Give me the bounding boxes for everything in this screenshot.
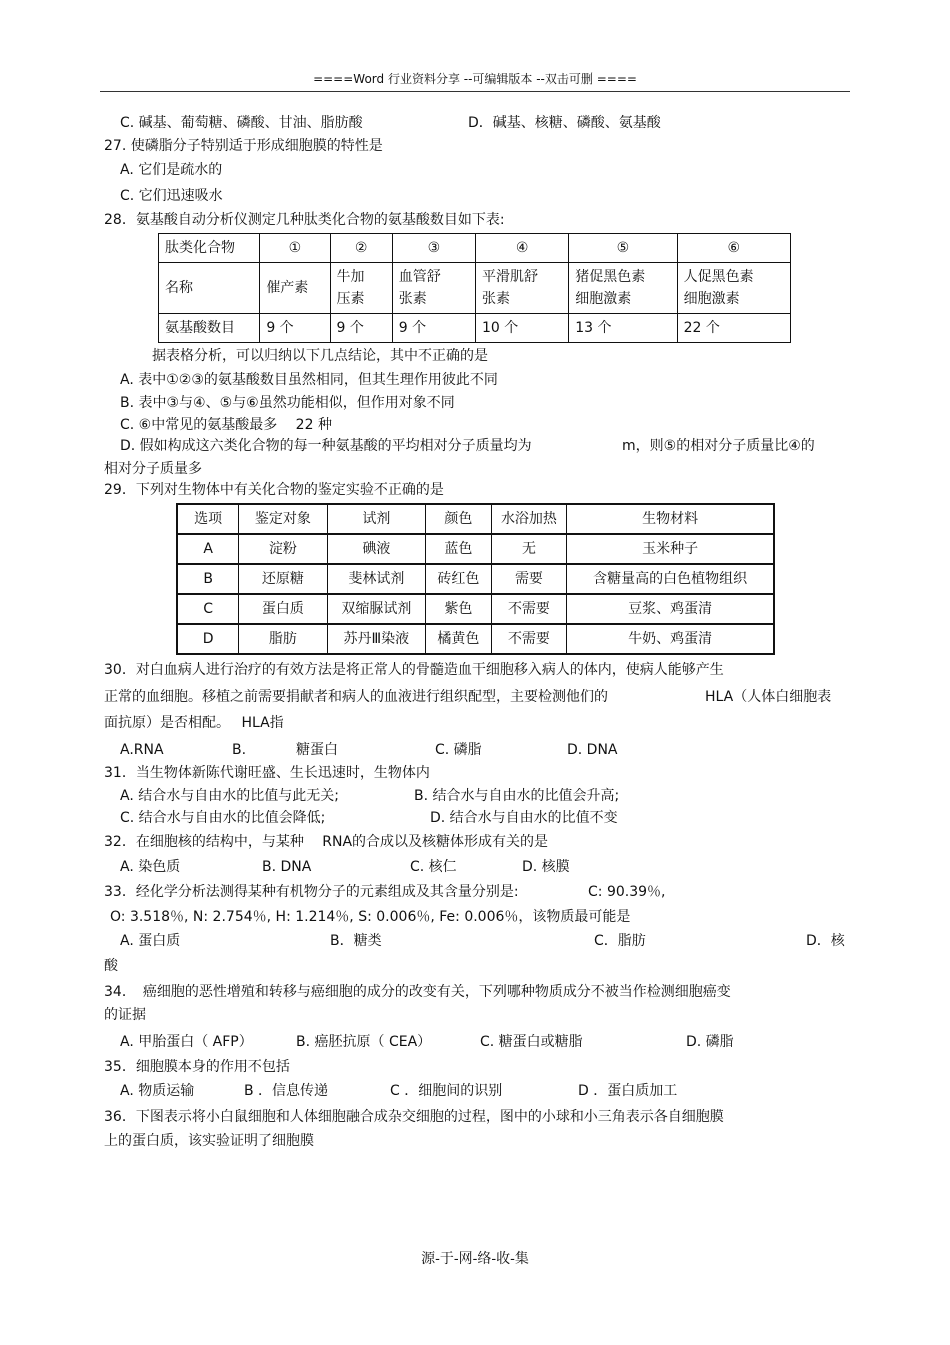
q34-option-d: D. 磷脂 — [686, 1034, 734, 1050]
question-33: 33．经化学分析法测得某种有机物分子的元素组成及其含量分别是: — [104, 884, 519, 900]
q28-option-d-cont: m，则⑤的相对分子质量比④的 — [622, 438, 815, 454]
table-cell: D — [177, 624, 239, 654]
table-cell: 猪促黑色素 细胞激素 — [569, 263, 677, 314]
q30-option-a: A.RNA — [120, 742, 164, 758]
table-cell: 还原糖 — [239, 564, 327, 594]
q34-line-2: 的证据 — [104, 1007, 146, 1023]
table-cell: 不需要 — [491, 624, 567, 654]
page-footer: 源-于-网-络-收-集 — [421, 1251, 529, 1267]
q30-line-2-cont: HLA（人体白细胞表 — [705, 689, 832, 705]
q34-option-a: A. 甲胎蛋白（ AFP） — [120, 1034, 253, 1050]
table-header-cell: ⑥ — [677, 234, 790, 263]
table-cell: 平滑肌舒 张素 — [475, 263, 568, 314]
table-header-cell: 水浴加热 — [491, 504, 567, 534]
option-d-line: D．碱基、核糖、磷酸、氨基酸 — [468, 115, 661, 131]
q33-option-d: D．核 — [806, 933, 845, 949]
q34-option-c: C. 糖蛋白或糖脂 — [480, 1034, 583, 1050]
table-cell: 含糖量高的白色植物组织 — [567, 564, 774, 594]
q27-option-c: C. 它们迅速吸水 — [120, 188, 223, 204]
q28-option-c: C. ⑥中常见的氨基酸最多 22 种 — [120, 417, 332, 433]
q33-option-c: C．脂肪 — [594, 933, 646, 949]
reagent-table — [176, 503, 775, 655]
q33-option-d-wrap: 酸 — [104, 958, 118, 974]
table-cell: 不需要 — [491, 594, 567, 624]
table-cell: 橘黄色 — [426, 624, 491, 654]
table-cell: 牛加 压素 — [330, 263, 392, 314]
q28-stem: 据表格分析，可以归纳以下几点结论，其中不正确的是 — [152, 348, 488, 364]
table-cell: 名称 — [159, 263, 260, 314]
table-cell: 血管舒 张素 — [392, 263, 475, 314]
q35-option-d: D ．蛋白质加工 — [578, 1083, 678, 1099]
q33-elements: O: 3.518％, N: 2.754％, H: 1.214％, S: 0.006％, Fe: 0.006％，该物质最可能是 — [110, 909, 631, 925]
table-cell: 蓝色 — [426, 534, 491, 564]
q28-option-a: A. 表中①②③的氨基酸数目虽然相同，但其生理作用彼此不同 — [120, 372, 498, 388]
q30-option-b-text: 糖蛋白 — [296, 742, 338, 758]
table-cell: 苏丹Ⅲ染液 — [327, 624, 426, 654]
table-cell: C — [177, 594, 239, 624]
table-header-cell: ① — [260, 234, 330, 263]
table-header-cell: ⑤ — [569, 234, 677, 263]
table-header-cell: 鉴定对象 — [239, 504, 327, 534]
table-cell: 9 个 — [260, 314, 330, 343]
question-30: 30．对白血病人进行治疗的有效方法是将正常人的骨髓造血干细胞移入病人的体内，使病人能够产生 — [104, 662, 724, 678]
question-29: 29．下列对生物体中有关化合物的鉴定实验不正确的是 — [104, 482, 444, 498]
table-cell: 双缩脲试剂 — [327, 594, 426, 624]
question-27: 27. 使磷脂分子特别适于形成细胞膜的特性是 — [104, 138, 383, 154]
q31-option-b: B. 结合水与自由水的比值会升高; — [414, 788, 620, 804]
q31-option-c: C. 结合水与自由水的比值会降低; — [120, 810, 326, 826]
q32-option-c: C. 核仁 — [410, 859, 457, 875]
option-c-line: C. 碱基、葡萄糖、磷酸、甘油、脂肪酸 — [120, 115, 363, 131]
q30-line-2: 正常的血细胞。移植之前需要捐献者和病人的血液进行组织配型，主要检测他们的 — [104, 689, 608, 705]
q35-option-c: C ．细胞间的识别 — [390, 1083, 503, 1099]
table-header-cell: ③ — [392, 234, 475, 263]
q33-carbon: C: 90.39％, — [588, 884, 666, 900]
table-cell: 脂肪 — [239, 624, 327, 654]
page-header: ====Word 行业资料分享 --可编辑版本 --双击可删 ==== — [313, 72, 637, 86]
q31-option-a: A. 结合水与自由水的比值与此无关; — [120, 788, 339, 804]
q32-option-a: A. 染色质 — [120, 859, 181, 875]
q27-option-a: A. 它们是疏水的 — [120, 162, 223, 178]
table-header-cell: ④ — [475, 234, 568, 263]
q33-option-b: B．糖类 — [330, 933, 382, 949]
table-cell: 豆浆、鸡蛋清 — [567, 594, 774, 624]
table-header-cell: 肽类化合物 — [159, 234, 260, 263]
q33-option-a: A. 蛋白质 — [120, 933, 181, 949]
q30-line-3: 面抗原）是否相配。 HLA指 — [104, 715, 284, 731]
q30-option-b: B. — [232, 742, 247, 758]
q34-option-b: B. 癌胚抗原（ CEA） — [296, 1034, 432, 1050]
q32-option-b: B. DNA — [262, 859, 312, 875]
table-header-cell: 选项 — [177, 504, 239, 534]
q30-option-c: C. 磷脂 — [435, 742, 482, 758]
table-cell: 9 个 — [392, 314, 475, 343]
table-cell: 蛋白质 — [239, 594, 327, 624]
q28-option-b: B. 表中③与④、⑤与⑥虽然功能相似，但作用对象不同 — [120, 395, 455, 411]
q32-option-d: D. 核膜 — [522, 859, 570, 875]
table-cell: 需要 — [491, 564, 567, 594]
q35-option-b: B ．信息传递 — [244, 1083, 329, 1099]
table-header-cell: 生物材料 — [567, 504, 774, 534]
table-cell: 玉米种子 — [567, 534, 774, 564]
q28-option-d: D. 假如构成这六类化合物的每一种氨基酸的平均相对分子质量均为 — [120, 438, 532, 454]
table-cell: B — [177, 564, 239, 594]
question-35: 35．细胞膜本身的作用不包括 — [104, 1059, 290, 1075]
table-cell: 人促黑色素 细胞激素 — [677, 263, 790, 314]
table-cell: 斐林试剂 — [327, 564, 426, 594]
question-31: 31．当生物体新陈代谢旺盛、生长迅速时，生物体内 — [104, 765, 430, 781]
table-header-cell: 试剂 — [327, 504, 426, 534]
table-cell: 氨基酸数目 — [159, 314, 260, 343]
q30-option-d: D. DNA — [567, 742, 618, 758]
question-36: 36．下图表示将小白鼠细胞和人体细胞融合成杂交细胞的过程，图中的小球和小三角表示各自细胞膜 — [104, 1109, 724, 1125]
table-cell: 碘液 — [327, 534, 426, 564]
q31-option-d: D. 结合水与自由水的比值不变 — [430, 810, 618, 826]
q28-option-d-wrap: 相对分子质量多 — [104, 461, 202, 477]
table-cell: 牛奶、鸡蛋清 — [567, 624, 774, 654]
table-cell: 砖红色 — [426, 564, 491, 594]
table-cell: A — [177, 534, 239, 564]
q36-line-2: 上的蛋白质，该实验证明了细胞膜 — [104, 1133, 314, 1149]
table-header-cell: 颜色 — [426, 504, 491, 534]
question-34: 34． 癌细胞的恶性增殖和转移与癌细胞的成分的改变有关，下列哪种物质成分不被当作检测细胞癌变 — [104, 984, 731, 1000]
header-divider — [100, 91, 850, 92]
peptide-table — [158, 233, 791, 343]
table-cell: 无 — [491, 534, 567, 564]
question-32: 32．在细胞核的结构中，与某种 RNA的合成以及核糖体形成有关的是 — [104, 834, 549, 850]
table-cell: 10 个 — [475, 314, 568, 343]
q35-option-a: A. 物质运输 — [120, 1083, 195, 1099]
table-cell: 9 个 — [330, 314, 392, 343]
question-28: 28．氨基酸自动分析仪测定几种肽类化合物的氨基酸数目如下表: — [104, 212, 505, 228]
table-header-cell: ② — [330, 234, 392, 263]
table-cell: 催产素 — [260, 263, 330, 314]
table-cell: 紫色 — [426, 594, 491, 624]
table-cell: 13 个 — [569, 314, 677, 343]
table-cell: 淀粉 — [239, 534, 327, 564]
table-cell: 22 个 — [677, 314, 790, 343]
